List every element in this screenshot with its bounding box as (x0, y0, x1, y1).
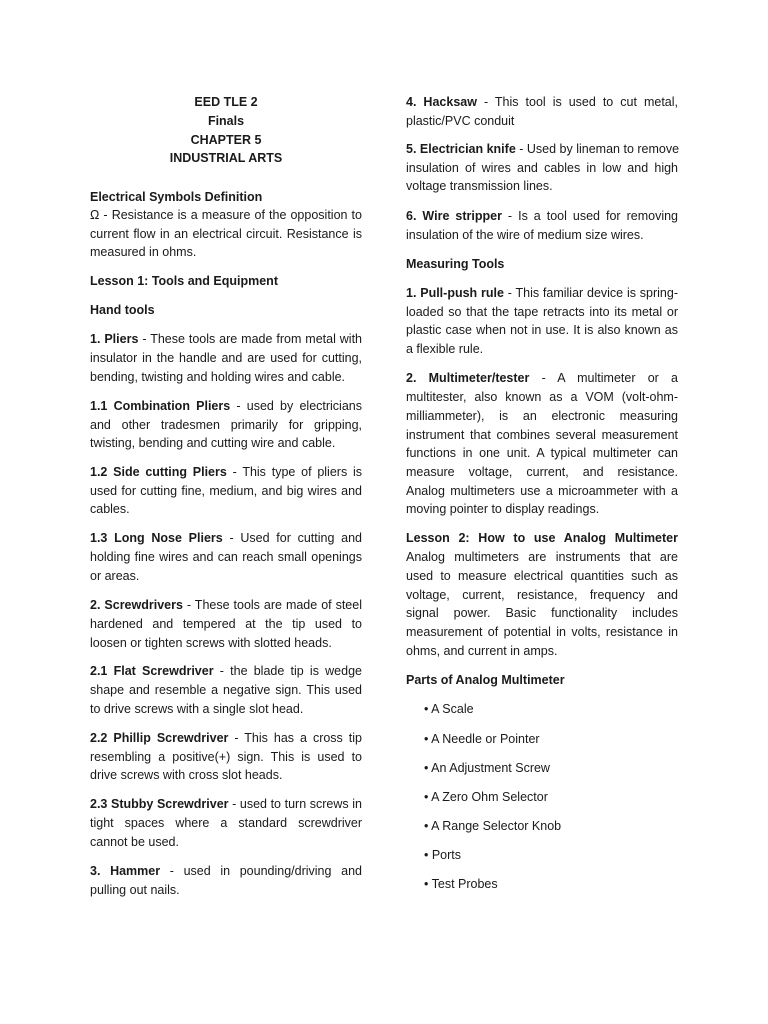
text-line: 1.1 Combination Pliers - used by electricians (90, 399, 362, 413)
term-label: 2.1 Flat Screwdriver (90, 664, 214, 678)
text-line: functions in one unit. A typical multimeter can (406, 446, 678, 460)
text-line: and other tradesmen primarily for gripping, (90, 418, 362, 432)
text-line: 2.3 Stubby Screwdriver - used to turn screws in (90, 797, 362, 811)
text-line: cannot be used. (90, 835, 179, 849)
text-line: current flow in an electrical circuit. Resistance is (90, 227, 362, 241)
term-label: 4. Hacksaw (406, 95, 477, 109)
term-label: 1.1 Combination Pliers (90, 399, 231, 413)
text-line: voltage, current, resistance, frequency and (406, 588, 678, 602)
term-label: 1. Pull-push rule (406, 286, 504, 300)
text-line: or areas. (90, 569, 140, 583)
text-line: 2. Screwdrivers - These tools are made of steel (90, 598, 362, 612)
bullet-item: • A Zero Ohm Selector (424, 790, 548, 804)
text-line: insulator in the handle and are used for cutting, (90, 351, 362, 365)
text-line: Electrical Symbols Definition (90, 190, 263, 204)
text-line: 2.2 Phillip Screwdriver - This has a cross tip (90, 731, 362, 745)
bullet-item: • Test Probes (424, 877, 498, 891)
term-label: Lesson 2: How to use Analog Multimeter (406, 531, 678, 545)
text-line: ohms, and current in amps. (406, 644, 558, 658)
term-label: 3. Hammer (90, 864, 161, 878)
text-line: 5. Electrician knife - Used by lineman to remove (406, 142, 680, 156)
text-line: Lesson 1: Tools and Equipment (90, 274, 278, 288)
text-line: INDUSTRIAL ARTS (169, 151, 283, 165)
text-line: resembling a positive(+) sign. This is used to (90, 750, 362, 764)
text-line: 6. Wire stripper - Is a tool used for removing (406, 209, 679, 223)
term-label: 2. Screwdrivers (90, 598, 183, 612)
text-line: hardened and tempered at the tip used to (90, 617, 362, 631)
text-line: twisting, bending and cutting wire and cable. (90, 436, 336, 450)
text-line: 1. Pull-push rule - This familiar device is spring- (406, 286, 678, 300)
term-label: 2.2 Phillip Screwdriver (90, 731, 229, 745)
text-line: Analog multimeters are instruments that are (406, 550, 678, 564)
text-line: pulling out nails. (90, 883, 180, 897)
text-line: signal power. Basic functionality includes (406, 606, 678, 620)
text-line: a flexible rule. (406, 342, 484, 356)
text-line: to drive screws with a single slot head. (90, 702, 304, 716)
text-line: used for cutting fine, medium, and big wires and (90, 484, 362, 498)
text-line: shape and resemble a negative sign. This used (90, 683, 362, 697)
text-line: instrument that combines several measurement (406, 428, 678, 442)
text-line: drive screws with cross slot heads. (90, 768, 283, 782)
bullet-item: • A Scale (424, 702, 474, 716)
text-line: 4. Hacksaw - This tool is used to cut metal, (406, 95, 678, 109)
text-line: 3. Hammer - used in pounding/driving and (90, 864, 362, 878)
text-line: multitester, also known as a VOM (volt-ohm- (406, 390, 678, 404)
text-line: Parts of Analog Multimeter (406, 673, 565, 687)
text-line (406, 530, 678, 546)
text-line: moving pointer to display readings. (406, 502, 600, 516)
text-line: CHAPTER 5 (190, 133, 262, 147)
term-label: 1. Pliers (90, 332, 139, 346)
term-label: 2.3 Stubby Screwdriver (90, 797, 229, 811)
term-label: 1.3 Long Nose Pliers (90, 531, 223, 545)
term-label: 1.2 Side cutting Pliers (90, 465, 227, 479)
text-line: tight spaces where a standard screwdriver (90, 816, 362, 830)
text-line: Finals (207, 114, 245, 128)
term-label: 2. Multimeter/tester (406, 371, 530, 385)
text-line: Analog multimeters use a microammeter with a (406, 484, 678, 498)
bullet-item: • An Adjustment Screw (424, 761, 550, 775)
text-line: 1.2 Side cutting Pliers - This type of pliers is (90, 465, 362, 479)
bullet-item: • Ports (424, 848, 462, 862)
term-label: 5. Electrician knife (406, 142, 516, 156)
text-line: holding fine wires and can reach small openings (90, 550, 362, 564)
text-line: insulation of wires and cables in low and high (406, 161, 678, 175)
text-line: plastic case when not in use. It is also known as (406, 323, 678, 337)
text-line: bending, twisting and holding wires and cable. (90, 370, 346, 384)
text-line: measured in ohms. (90, 245, 197, 259)
text-line: Ω - Resistance is a measure of the opposition to (90, 208, 362, 222)
bullet-item: • A Range Selector Knob (424, 819, 562, 833)
text-line: Measuring Tools (406, 257, 505, 271)
text-line: 1. Pliers - These tools are made from metal with (90, 332, 362, 346)
text-line: cables. (90, 502, 130, 516)
term-label: 6. Wire stripper (406, 209, 502, 223)
text-line: 1.3 Long Nose Pliers - Used for cutting and (90, 531, 362, 545)
text-line: voltage transmission lines. (406, 179, 553, 193)
text-line: 2. Multimeter/tester - A multimeter or a (406, 371, 678, 385)
text-line: measure voltage, current, and resistance. (406, 465, 678, 479)
text-line: Hand tools (90, 303, 155, 317)
text-line: used to measure electrical quantities such as (406, 569, 678, 583)
text-line: milliammeter), is an electronic measuring (406, 409, 678, 423)
text-line: 2.1 Flat Screwdriver - the blade tip is wedge (90, 664, 362, 678)
bullet-item: • A Needle or Pointer (424, 732, 540, 746)
text-line: loaded so that the tape retracts into its metal or (406, 305, 678, 319)
text-line: loosen or tighten screws with slotted heads. (90, 636, 332, 650)
text-line: measurement of potential in volts, resistance in (406, 625, 678, 639)
text-line: insulation of the wire of medium size wires. (406, 228, 644, 242)
text-line: plastic/PVC conduit (406, 114, 515, 128)
text-line: EED TLE 2 (194, 95, 258, 109)
